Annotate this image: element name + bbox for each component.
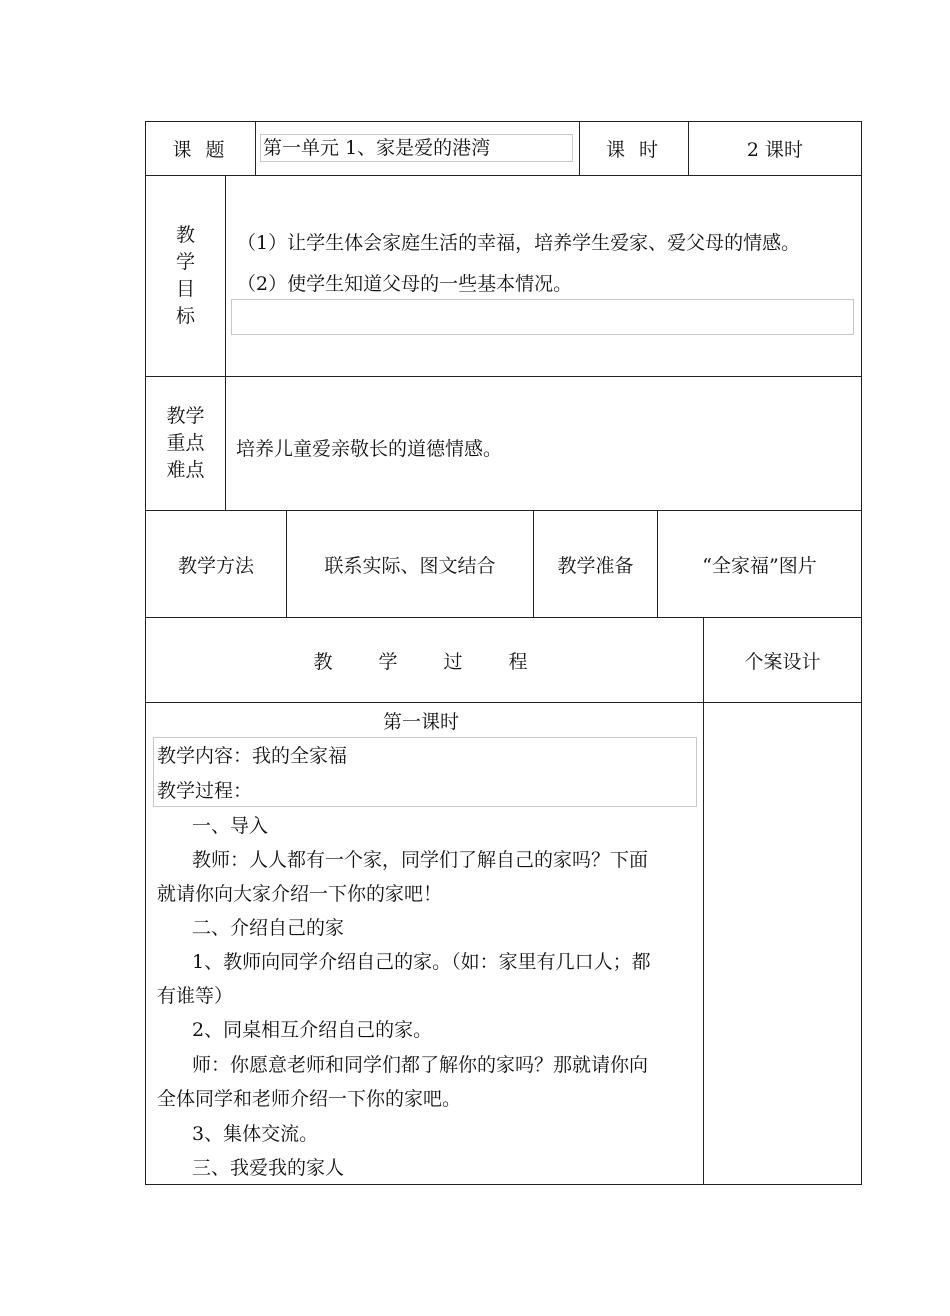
process-header — [146, 618, 703, 702]
objective-line-1: （1）让学生体会家庭生活的幸福，培养学生爱家、爱父母的情感。 — [237, 232, 801, 254]
row-divider-2 — [145, 376, 862, 377]
process-line-6: 有谁等） — [157, 985, 234, 1007]
process-line-3: 就请你向大家介绍一下你的家吧！ — [157, 883, 443, 905]
hours-label — [580, 122, 688, 175]
topic-value: 第一单元 1、家是爱的港湾 — [263, 137, 491, 159]
objectives-label-char-2: 学 — [175, 251, 195, 273]
process-line-11: 三、我爱我的家人 — [192, 1157, 345, 1179]
process-line-1: 一、导入 — [192, 815, 269, 837]
process-line-9: 全体同学和老师介绍一下你的家吧。 — [157, 1088, 462, 1110]
lesson-content-line: 教学内容：我的全家福 — [157, 745, 348, 767]
row-divider-5 — [145, 702, 862, 703]
prep-value — [658, 511, 861, 617]
hours-value — [689, 122, 861, 175]
method-value-text: 联系实际、图文结合 — [324, 554, 496, 577]
objectives-empty-field[interactable] — [231, 299, 854, 335]
key-points-label-line-3: 难点 — [166, 459, 205, 481]
objectives-label — [146, 176, 225, 376]
method-value — [287, 511, 533, 617]
prep-label — [534, 511, 657, 617]
method-label-text: 教学方法 — [177, 554, 254, 577]
design-header-text: 个案设计 — [744, 650, 821, 673]
process-line-4: 二、介绍自己的家 — [192, 917, 345, 939]
topic-label — [146, 122, 255, 175]
table-border-right — [861, 121, 862, 1185]
table-border-bottom — [145, 1184, 862, 1185]
key-points-label — [146, 377, 225, 510]
objectives-label-char-3: 目 — [175, 278, 195, 300]
objectives-label-char-4: 标 — [175, 305, 195, 327]
key-points-text: 培养儿童爱亲敬长的道德情感。 — [236, 438, 503, 460]
key-points-label-line-1: 教学 — [166, 405, 205, 427]
row1-col-divider-a — [255, 121, 256, 176]
key-points-label-line-2: 重点 — [166, 432, 205, 454]
process-line-2: 教师：人人都有一个家，同学们了解自己的家吗？下面 — [192, 849, 649, 871]
method-label — [146, 511, 286, 617]
prep-value-text: “全家福”图片 — [702, 554, 817, 577]
row-divider-1 — [145, 175, 862, 176]
process-line-5: 1、教师向同学介绍自己的家。（如：家里有几口人；都 — [192, 951, 651, 973]
lesson-process-line: 教学过程： — [157, 780, 253, 802]
lesson-title: 第一课时 — [383, 711, 460, 733]
objective-line-2: （2）使学生知道父母的一些基本情况。 — [237, 273, 573, 295]
process-line-8: 师：你愿意老师和同学们都了解你的家吗？那就请你向 — [192, 1054, 649, 1076]
design-header — [704, 618, 861, 702]
prep-label-text: 教学准备 — [557, 554, 634, 577]
process-header-text: 教 学 过 程 — [313, 650, 536, 673]
label-col-divider — [225, 175, 226, 511]
objectives-label-char-1: 教 — [175, 224, 195, 246]
hours-label-text: 课 时 — [605, 139, 663, 161]
design-col-divider — [703, 617, 704, 1185]
process-line-7: 2、同桌相互介绍自己的家。 — [192, 1019, 433, 1041]
hours-value-text: 2 课时 — [746, 139, 804, 161]
topic-label-text: 课 题 — [172, 139, 229, 161]
process-line-10: 3、集体交流。 — [192, 1123, 319, 1145]
